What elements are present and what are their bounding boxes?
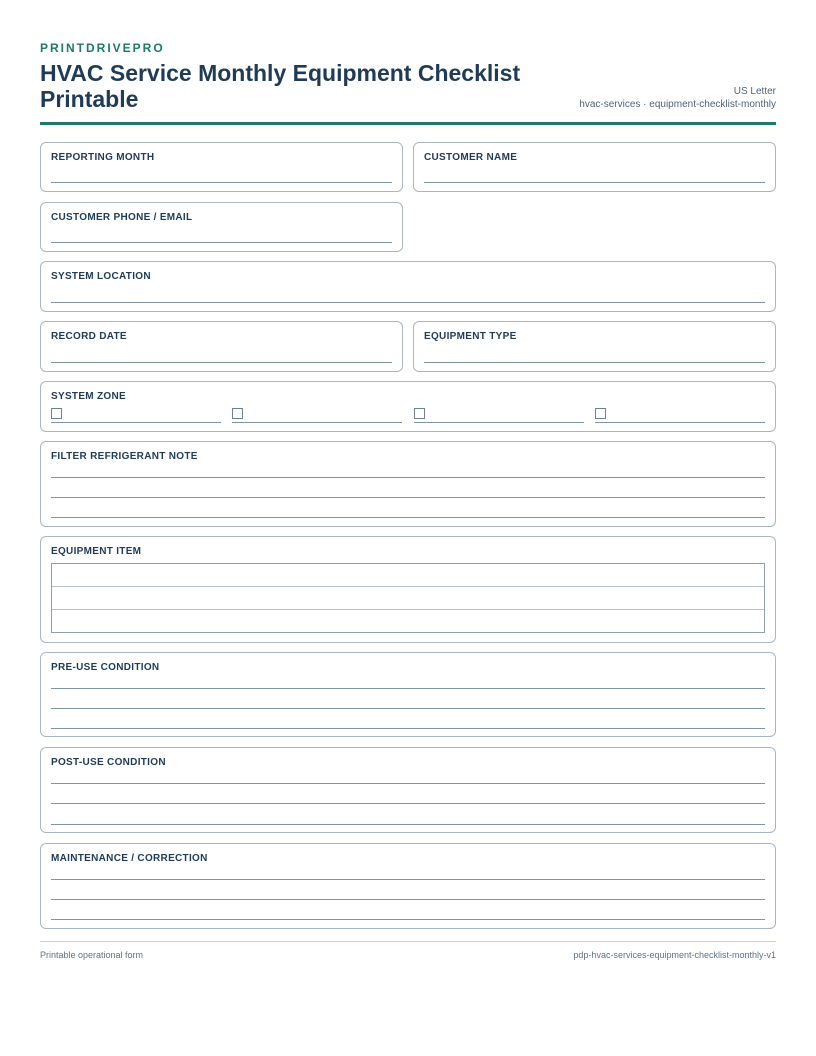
table-row[interactable] (52, 564, 764, 587)
maintenance-correction-label: MAINTENANCE / CORRECTION (51, 853, 208, 864)
note-line[interactable] (51, 708, 765, 709)
form-id: pdp-hvac-services-equipment-checklist-monthly-v1 (573, 950, 776, 960)
maintenance-correction-field[interactable] (40, 843, 776, 929)
customer-contact-label: CUSTOMER PHONE / EMAIL (51, 212, 193, 223)
equipment-item-label: EQUIPMENT ITEM (51, 546, 142, 557)
system-zone-option[interactable] (414, 408, 584, 423)
note-line[interactable] (51, 497, 765, 498)
record-date-label: RECORD DATE (51, 331, 127, 342)
equipment-type-field[interactable] (413, 321, 776, 372)
record-date-line[interactable] (51, 362, 392, 363)
paper-size: US Letter (733, 86, 776, 97)
customer-contact-line[interactable] (51, 242, 392, 243)
system-zone-option-line[interactable] (232, 422, 402, 423)
note-line[interactable] (51, 824, 765, 825)
document-slug: hvac-services · equipment-checklist-monthly (579, 99, 776, 110)
document-meta (579, 85, 776, 111)
pre-use-condition-field[interactable] (40, 652, 776, 737)
note-line[interactable] (51, 517, 765, 518)
note-line[interactable] (51, 477, 765, 478)
system-location-field[interactable] (40, 261, 776, 312)
checkbox[interactable] (51, 408, 62, 419)
pre-use-condition-label: PRE-USE CONDITION (51, 662, 160, 673)
filter-refrigerant-note-field[interactable] (40, 441, 776, 527)
note-line[interactable] (51, 919, 765, 920)
checkbox[interactable] (595, 408, 606, 419)
system-zone-option-line[interactable] (595, 422, 765, 423)
record-date-field[interactable] (40, 321, 403, 372)
system-zone-option-line[interactable] (51, 422, 221, 423)
checkbox[interactable] (414, 408, 425, 419)
customer-name-field[interactable] (413, 142, 776, 192)
reporting-month-line[interactable] (51, 182, 392, 183)
header-divider (40, 122, 776, 125)
table-row[interactable] (52, 587, 764, 610)
system-zone-option[interactable] (51, 408, 221, 423)
brand-name: PRINTDRIVEPRO (40, 41, 165, 55)
system-location-label: SYSTEM LOCATION (51, 271, 151, 282)
customer-contact-field[interactable] (40, 202, 403, 252)
customer-name-label: CUSTOMER NAME (424, 152, 518, 163)
system-zone-option-line[interactable] (414, 422, 584, 423)
note-line[interactable] (51, 899, 765, 900)
system-zone-label: SYSTEM ZONE (51, 391, 126, 402)
note-line[interactable] (51, 803, 765, 804)
reporting-month-field[interactable] (40, 142, 403, 192)
system-zone-option[interactable] (595, 408, 765, 423)
note-line[interactable] (51, 879, 765, 880)
note-line[interactable] (51, 728, 765, 729)
system-zone-field (40, 381, 776, 432)
equipment-item-field (40, 536, 776, 643)
footer-divider (40, 941, 776, 942)
post-use-condition-label: POST-USE CONDITION (51, 757, 166, 768)
note-line[interactable] (51, 688, 765, 689)
table-row[interactable] (52, 610, 764, 633)
footer-description: Printable operational form (40, 950, 144, 960)
page-title: HVAC Service Monthly Equipment Checklist Printable (40, 60, 521, 112)
checkbox[interactable] (232, 408, 243, 419)
equipment-item-table (51, 563, 765, 633)
equipment-type-line[interactable] (424, 362, 765, 363)
filter-refrigerant-note-label: FILTER REFRIGERANT NOTE (51, 451, 198, 462)
system-zone-option[interactable] (232, 408, 402, 423)
equipment-type-label: EQUIPMENT TYPE (424, 331, 517, 342)
post-use-condition-field[interactable] (40, 747, 776, 833)
note-line[interactable] (51, 783, 765, 784)
customer-name-line[interactable] (424, 182, 765, 183)
reporting-month-label: REPORTING MONTH (51, 152, 155, 163)
system-location-line[interactable] (51, 302, 765, 303)
